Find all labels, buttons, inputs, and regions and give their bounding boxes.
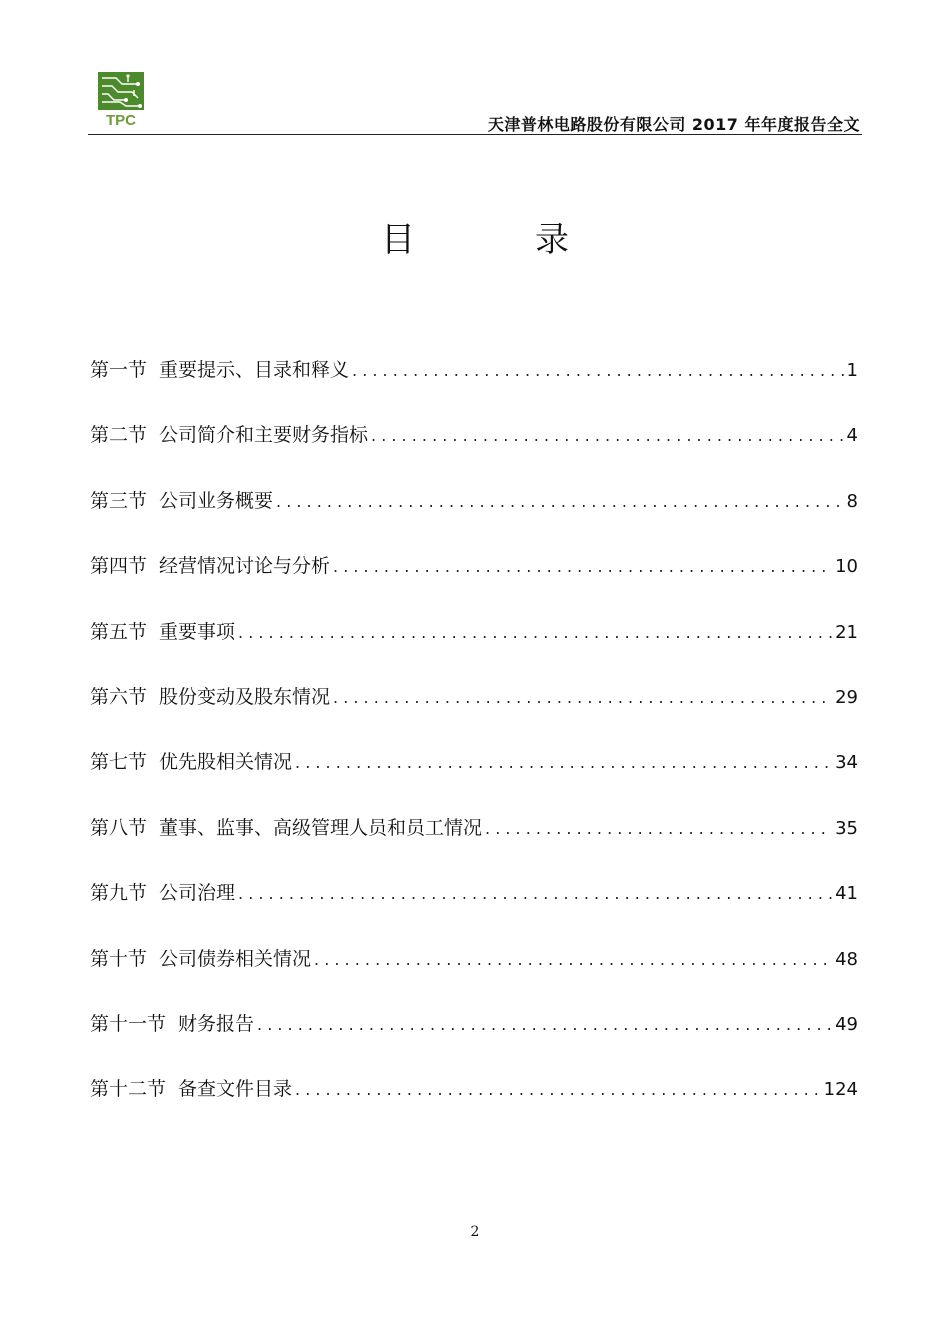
toc-entry[interactable] — [90, 355, 858, 420]
toc-title: 目录 — [381, 220, 689, 260]
toc-page-number: 124 — [823, 1079, 858, 1101]
toc-section-number: 第七节 — [90, 751, 148, 774]
dot-leader — [295, 753, 832, 772]
toc-page-number: 10 — [835, 556, 858, 578]
toc-entry[interactable] — [90, 551, 858, 616]
toc-page-number: 34 — [835, 752, 858, 774]
toc-entry-label: 备查文件目录 — [178, 1078, 293, 1101]
toc-section-number: 第六节 — [90, 685, 148, 708]
dot-leader — [238, 623, 832, 642]
toc-entry-label: 优先股相关情况 — [159, 751, 293, 774]
toc-section-number: 第九节 — [90, 882, 148, 905]
toc-entry[interactable] — [90, 682, 858, 747]
table-of-contents — [90, 355, 858, 1140]
dot-leader — [333, 557, 832, 576]
dot-leader — [371, 426, 844, 445]
dot-leader — [314, 950, 832, 969]
toc-page-number: 4 — [846, 425, 858, 447]
toc-entry[interactable] — [90, 1074, 858, 1139]
toc-entry[interactable] — [90, 420, 858, 485]
toc-entry-label: 财务报告 — [178, 1012, 255, 1035]
toc-section-number: 第一节 — [90, 359, 148, 381]
toc-section-number: 第四节 — [90, 555, 148, 578]
toc-entry[interactable] — [90, 617, 858, 682]
toc-section-number: 第二节 — [90, 424, 148, 447]
svg-text:TPC: TPC — [106, 112, 136, 128]
toc-entry[interactable] — [90, 813, 858, 878]
toc-page-number: 35 — [835, 817, 858, 839]
toc-section-number: 第八节 — [90, 816, 148, 839]
toc-page-number: 1 — [846, 360, 858, 381]
toc-entry-label: 重要提示、目录和释义 — [159, 359, 350, 381]
report-header-title: 天津普林电路股份有限公司 2017 年年度报告全文 — [487, 115, 860, 134]
dot-leader — [485, 819, 832, 838]
dot-leader — [352, 361, 844, 380]
toc-entry-label: 公司业务概要 — [159, 489, 274, 512]
tpc-logo — [98, 72, 146, 128]
toc-entry[interactable] — [90, 878, 858, 943]
toc-page-number: 29 — [835, 686, 858, 708]
toc-section-number: 第五节 — [90, 620, 148, 643]
dot-leader — [257, 1015, 832, 1034]
toc-section-number: 第十一节 — [90, 1012, 167, 1035]
toc-section-number: 第三节 — [90, 489, 148, 512]
dot-leader — [276, 492, 844, 511]
dot-leader — [333, 688, 832, 707]
toc-section-number: 第十节 — [90, 947, 148, 970]
toc-section-number: 第十二节 — [90, 1078, 167, 1101]
page-number: 2 — [470, 1224, 480, 1240]
toc-entry[interactable] — [90, 944, 858, 1009]
toc-entry-label: 公司治理 — [159, 882, 236, 905]
toc-page-number: 48 — [835, 948, 858, 970]
dot-leader — [295, 1080, 821, 1099]
toc-entry-label: 股份变动及股东情况 — [159, 685, 331, 708]
toc-page-number: 8 — [846, 490, 858, 512]
toc-entry[interactable] — [90, 747, 858, 812]
toc-page-number: 41 — [835, 883, 858, 905]
toc-page-number: 21 — [835, 621, 858, 643]
toc-entry-label: 公司简介和主要财务指标 — [159, 424, 369, 447]
toc-entry-label: 公司债券相关情况 — [159, 947, 312, 970]
toc-entry[interactable] — [90, 486, 858, 551]
circuit-board-logo-icon — [98, 72, 146, 128]
toc-entry-label: 重要事项 — [159, 620, 236, 643]
header-divider — [88, 134, 862, 135]
toc-page-number: 49 — [835, 1013, 858, 1035]
dot-leader — [238, 884, 832, 903]
toc-entry-label: 经营情况讨论与分析 — [159, 555, 331, 578]
toc-entry-label: 董事、监事、高级管理人员和员工情况 — [159, 816, 483, 839]
toc-entry[interactable] — [90, 1009, 858, 1074]
